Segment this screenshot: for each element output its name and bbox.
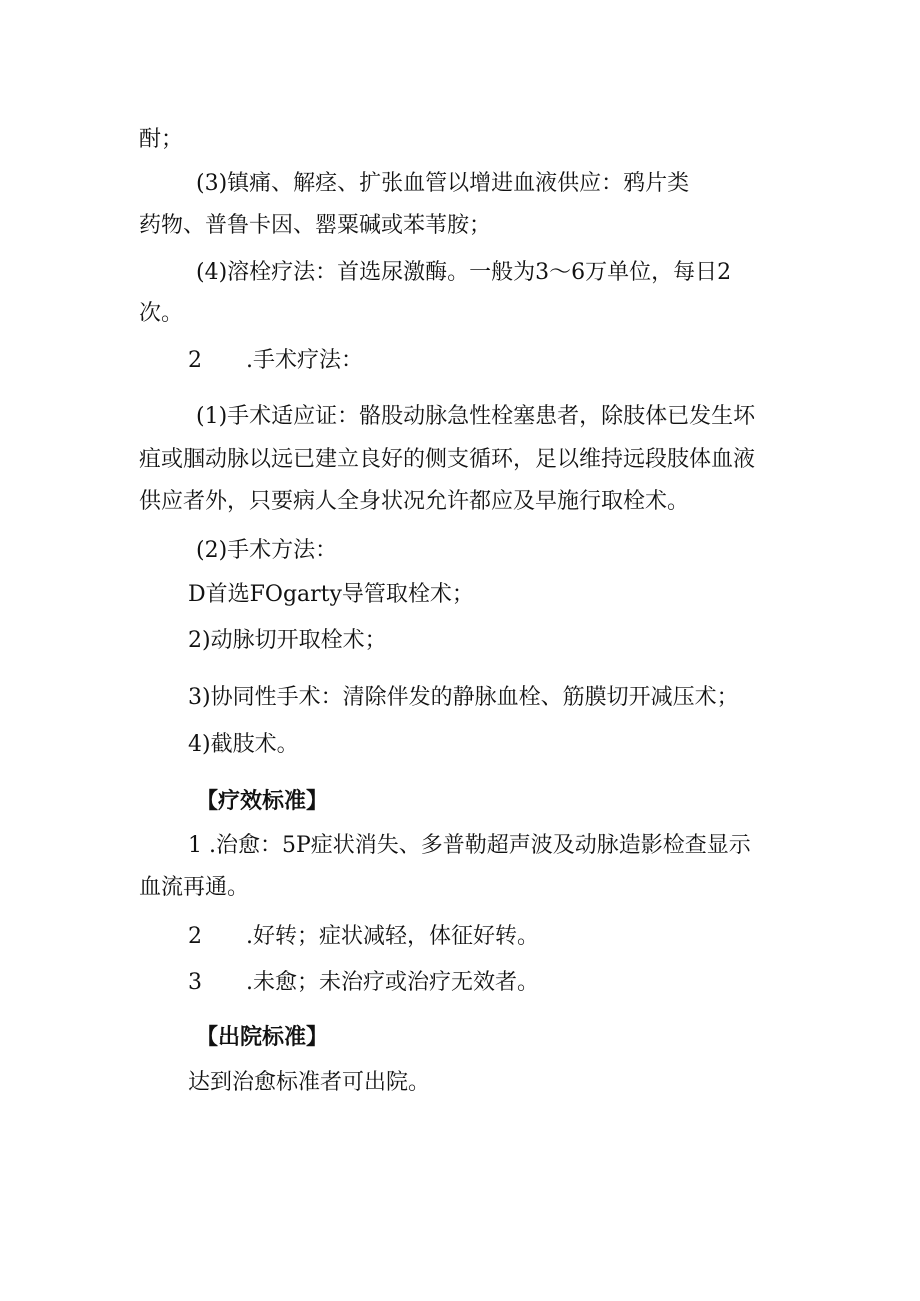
text-line: (2)手术方法： [196,538,338,563]
item-text: .好转；症状减轻，体征好转。 [246,924,539,949]
text-line: (1)手术适应证：骼股动脉急性栓塞患者，除肢体已发生坏 [196,404,756,429]
numbered-item [188,346,363,376]
item-text: .手术疗法： [246,348,363,373]
text-line: 3)协同性手术：清除伴发的静脉血栓、筋膜切开减压术； [188,685,739,710]
section-heading-efficacy: 【疗效标准】 [196,789,329,814]
numbered-item [188,968,539,998]
text-line: 药物、普鲁卡因、罂粟碱或苯苇胺； [139,213,492,238]
item-text: .未愈；未治疗或治疗无效者。 [246,970,539,995]
text-line: 供应者外，只要病人全身状况允许都应及早施行取栓术。 [139,489,690,514]
text-line: 疽或腘动脉以远已建立良好的侧支循环，足以维持远段肢体血液 [139,447,756,472]
text-line: 4)截肢术。 [188,732,299,757]
text-line: 1 .治愈：5P症状消失、多普勒超声波及动脉造影检查显示 [188,833,751,858]
text-line: 达到治愈标准者可出院。 [188,1070,431,1095]
text-line: (4)溶栓疗法：首选尿激酶。一般为3～6万单位，每日2 [196,260,732,285]
section-heading-discharge: 【出院标准】 [196,1025,329,1050]
text-line: (3)镇痛、解痉、扩张血管以增进血液供应：鸦片类 [196,171,690,196]
item-number: 3 [188,970,202,995]
text-line: D首选FOgarty导管取栓术； [188,582,474,607]
item-number: 2 [188,348,202,373]
text-line: 2)动脉切开取栓术； [188,628,387,653]
text-line: 血流再通。 [139,875,250,900]
item-number: 2 [188,924,202,949]
text-line: 次。 [139,301,184,326]
numbered-item [188,922,539,952]
text-line: 酎； [139,127,184,152]
